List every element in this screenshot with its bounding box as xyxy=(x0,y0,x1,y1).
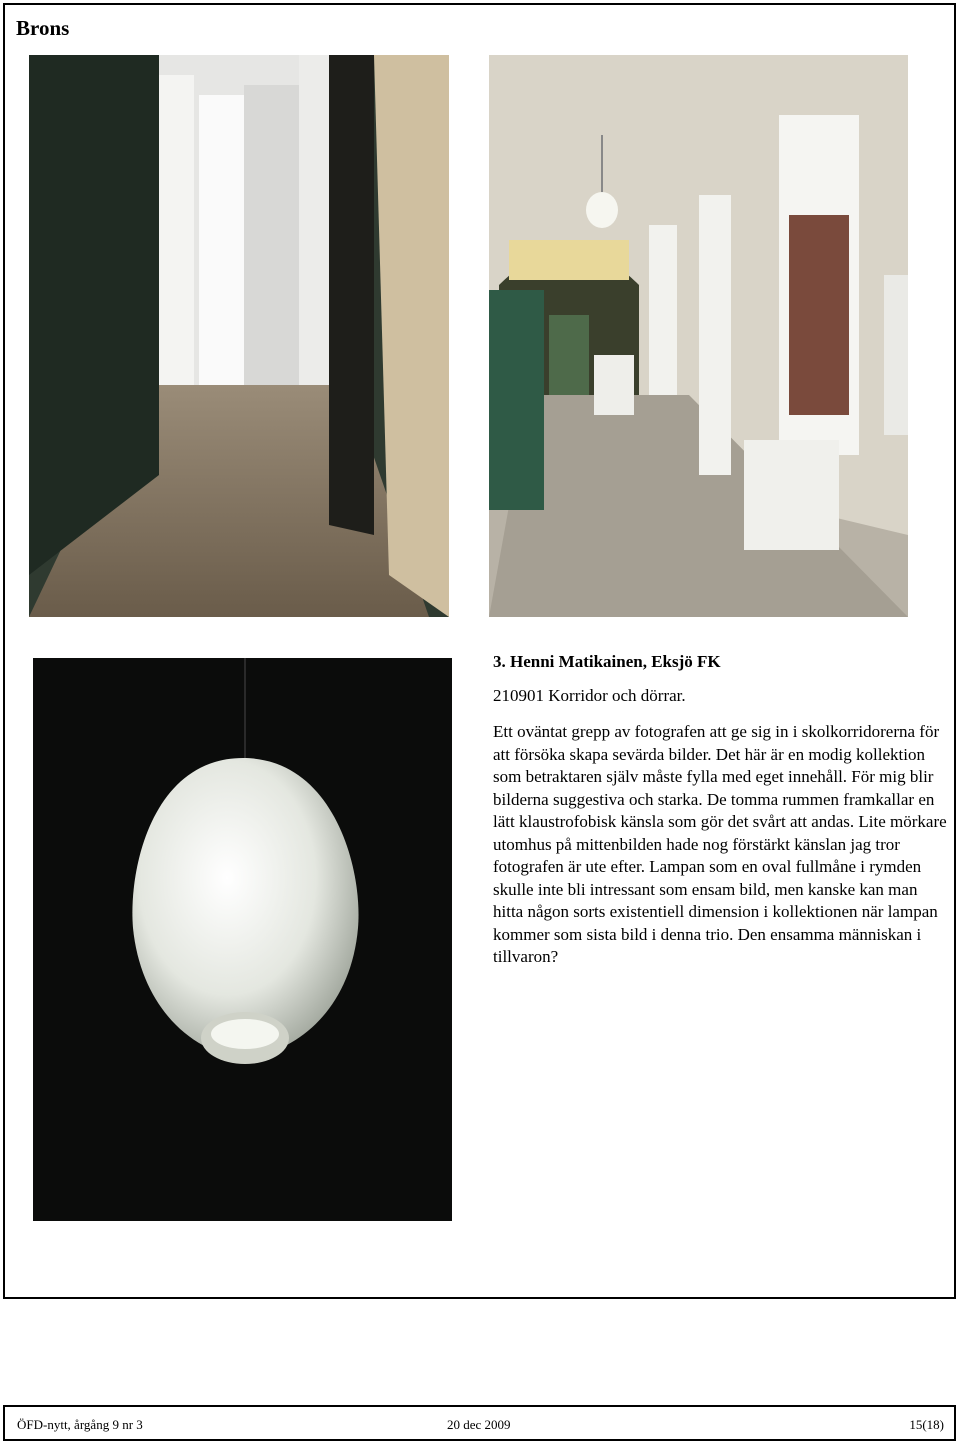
entry-subtitle: 210901 Korridor och dörrar. xyxy=(493,686,686,705)
footer-publication: ÖFD-nytt, årgång 9 nr 3 xyxy=(17,1417,143,1432)
section-title: Brons xyxy=(16,16,70,40)
footer-page-number: 15(18) xyxy=(909,1417,944,1432)
footer-date: 20 dec 2009 xyxy=(447,1417,511,1432)
entry-text xyxy=(493,652,948,969)
entry-title: 3. Henni Matikainen, Eksjö FK xyxy=(493,652,721,671)
entry-body: Ett oväntat grepp av fotografen att ge sig in i skolkorridorerna för att försöka skapa sevärda bilder. Det här är en modig kollektion som betraktaren själv måste fylla med eget innehåll. För mig blir bilderna suggestiva och starka. De tomma rummen framkallar en lätt klaustrofobisk känsla som gör det svårt att andas. Lite mörkare utomhus på mittenbilden hade nog förstärkt känslan jag tror fotografen är ute efter. Lampan som en oval fullmåne i rymden skulle inte bli intressant som ensam bild, men kanske kan man hitta någon sorts existentiell dimension i kollektionen när lampan kommer som sista bild i denna trio. Den ensamma människan i tillvaron? xyxy=(493,722,947,966)
photo-corridor-windows xyxy=(489,55,908,617)
photo-hanging-lamp xyxy=(33,658,452,1221)
page-footer xyxy=(3,1405,956,1441)
photo-doorway xyxy=(29,55,449,617)
